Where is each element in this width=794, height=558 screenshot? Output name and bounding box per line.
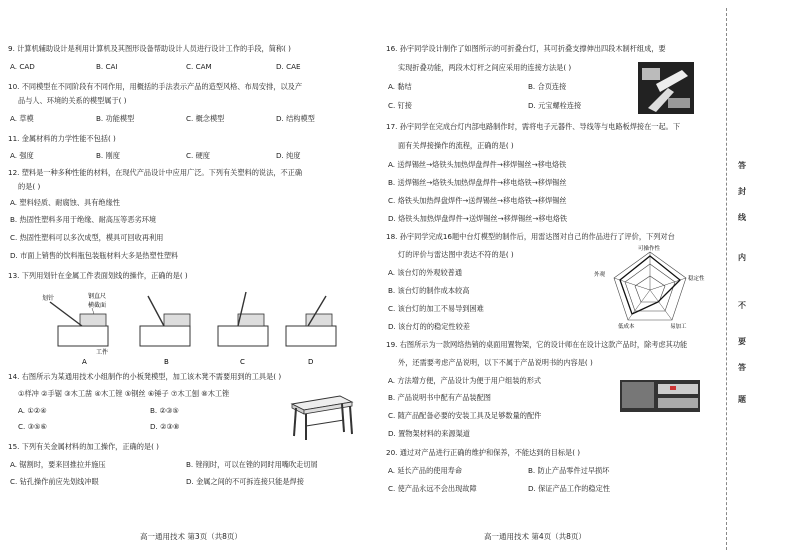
q13-stem: 13. 下列用划针在金属工件表面划线的操作，正确的是( ) xyxy=(8,271,188,280)
q13-figure-d xyxy=(286,296,336,346)
q16-option-d: D. 元宝螺栓连接 xyxy=(528,101,582,110)
q20-option-c: C. 使产品永远不会出现故障 xyxy=(388,484,477,493)
q13-figure-a xyxy=(42,292,108,356)
q12-option-c: C. 热固性塑料可以多次成型，模具可回收再利用 xyxy=(10,233,164,242)
q9-option-d: D. CAE xyxy=(276,62,301,71)
binding-char-4: 内 xyxy=(738,253,746,262)
q18-stem-line2: 灯的评价与雷达图中表达不符的是( ) xyxy=(398,250,514,259)
q16-stem-line1: 16. 孙宇同学设计制作了如图所示的可折叠台灯，其可折叠支撑伸出四段木制杆组成，要 xyxy=(386,44,666,53)
binding-dashed-line xyxy=(726,8,727,550)
q18-option-b: B. 该台灯的制作成本较高 xyxy=(388,286,470,295)
right-page-footer: 高一通用技术 第4页（共8页） xyxy=(484,532,586,541)
q15-option-b: B. 锉削时，可以在锉的同时用嘴吹走切屑 xyxy=(186,460,318,469)
q10-option-b: B. 功能模型 xyxy=(96,114,135,123)
q15-option-d: D. 金属之间的不可拆连接只能是焊接 xyxy=(186,477,304,486)
q19-option-a: A. 方法增方便，产品设计为便于用户组装的形式 xyxy=(388,376,542,385)
q16-option-c: C. 钉接 xyxy=(388,101,412,110)
radar-label-low-cost: 低成本 xyxy=(618,324,635,330)
q20-option-d: D. 保证产品工作的稳定性 xyxy=(528,484,610,493)
binding-char-7: 答 xyxy=(738,363,746,372)
q11-stem: 11. 金属材料的力学性能不包括( ) xyxy=(8,134,116,143)
q15-option-a: A. 锯割时，要来回推拉并施压 xyxy=(10,460,106,469)
q12-stem-line1: 12. 塑料是一种多种性能的材料，在现代产品设计中应用广泛。下列有关塑料的说法，不正确 xyxy=(8,168,303,177)
q17-option-c: C. 烙铁头加热焊盘焊件→送焊锡丝→移电烙铁→移焊锡丝 xyxy=(388,196,567,205)
q18-option-a: A. 该台灯的外观较普通 xyxy=(388,268,463,277)
binding-strip xyxy=(718,0,794,558)
q19-option-c: C. 随产品配备必要的安装工具及足够数量的配件 xyxy=(388,411,542,420)
q17-stem-line1: 17. 孙宇同学在完成台灯内部电路制作时，需将电子元器件、导线等与电路板焊接在一起。下 xyxy=(386,122,681,131)
q9-option-b: B. CAI xyxy=(96,62,118,71)
q9-option-a: A. CAD xyxy=(10,62,35,71)
q12-option-b: B. 热固性塑料多用于绝缘、耐高压等恶劣环境 xyxy=(10,215,157,224)
q13-label-section: 横截面 xyxy=(88,302,107,309)
q13-choice-d: D xyxy=(308,358,314,366)
q16-lamp-photo xyxy=(638,62,694,114)
q13-choice-b: B xyxy=(164,358,169,366)
q20-stem: 20. 通过对产品进行正确的维护和保养，不能达到的目标是( ) xyxy=(386,448,581,457)
left-page-footer: 高一通用技术 第3页（共8页） xyxy=(140,532,242,541)
q16-option-b: B. 合页连接 xyxy=(528,82,567,91)
q14-option-a: A. ①②④ xyxy=(18,406,47,415)
radar-label-easy-processing: 易加工 xyxy=(670,324,687,330)
left-page xyxy=(0,0,380,558)
q15-option-c: C. 钻孔操作前应先划线冲眼 xyxy=(10,477,99,486)
q11-option-b: B. 刚度 xyxy=(96,151,120,160)
q13-label-ruler: 钢直尺 xyxy=(88,293,107,300)
q11-option-d: D. 纯度 xyxy=(276,151,301,160)
binding-char-3: 线 xyxy=(738,213,746,222)
radar-label-stability: 稳定性 xyxy=(688,276,705,282)
q13-choice-a: A xyxy=(82,358,87,366)
q10-option-d: D. 结构模型 xyxy=(276,114,315,123)
q13-figure xyxy=(40,288,340,368)
q10-option-a: A. 草模 xyxy=(10,114,34,123)
q19-stem-line1: 19. 右图所示为一款网络热销的桌面用置物架，它的设计师在在设计这款产品时，除考虑其功能 xyxy=(386,340,688,349)
q18-radar-chart xyxy=(590,244,710,330)
q9-stem: 9. 计算机辅助设计是利用计算机及其图形设备帮助设计人员进行设计工作的手段，简称( ) xyxy=(8,44,291,53)
q20-option-a: A. 延长产品的使用寿命 xyxy=(388,466,463,475)
q18-option-c: C. 该台灯的加工不易导到困难 xyxy=(388,304,484,313)
q13-label-workpiece: 工件 xyxy=(96,349,109,356)
q12-stem-line2: 的是( ) xyxy=(18,182,41,191)
q17-option-b: B. 送焊锡丝→烙铁头加热焊盘焊件→移电烙铁→移焊锡丝 xyxy=(388,178,567,187)
binding-char-1: 答 xyxy=(738,161,746,170)
q16-stem-line2: 实现折叠功能，两段木灯杆之间应采用的连接方法是( ) xyxy=(398,63,572,72)
q10-stem-line2: 品与人、环境的关系的模型属于( ) xyxy=(18,96,127,105)
q11-option-c: C. 硬度 xyxy=(186,151,210,160)
q14-stem-line1: 14. 右图所示为某通用技术小组制作的小板凳模型，加工该木凳不需要用到的工具是( ) xyxy=(8,372,282,381)
q14-option-b: B. ②③⑤ xyxy=(150,406,179,415)
q16-option-a: A. 黏结 xyxy=(388,82,412,91)
q13-label-needle: 划针 xyxy=(42,295,55,302)
q17-stem-line2: 面有关焊接操作的流程，正确的是( ) xyxy=(398,141,514,150)
q19-stem-line2: 外，还需要考虑产品说明，以下不属于产品说明书的内容是( ) xyxy=(398,358,593,367)
q18-stem-line1: 18. 孙宇同学完成16题中台灯模型的制作后，用雷达图对自己的作品进行了评价，下列对台 xyxy=(386,232,675,241)
q14-option-d: D. ②③⑧ xyxy=(150,422,180,431)
binding-char-2: 封 xyxy=(738,187,746,196)
q10-stem-line1: 10. 不同模型在不同阶段有不同作用，用概括的手法表示产品的造型风格、布局安排，以及产 xyxy=(8,82,303,91)
q9-option-c: C. CAM xyxy=(186,62,212,71)
right-page xyxy=(380,0,720,558)
radar-label-appearance: 外观 xyxy=(594,272,606,278)
q11-option-a: A. 强度 xyxy=(10,151,34,160)
binding-char-5: 不 xyxy=(738,301,746,310)
q14-stool-figure xyxy=(284,392,356,442)
q19-shelf-photo xyxy=(620,380,700,412)
q19-option-b: B. 产品说明书中配有产品装配图 xyxy=(388,393,491,402)
q17-option-d: D. 烙铁头加热焊盘焊件→送焊锡丝→移焊锡丝→移电烙铁 xyxy=(388,214,568,223)
q14-tools: ①样冲 ②手锯 ③木工凿 ④木工锉 ⑤钢丝 ⑥锤子 ⑦木工刨 ⑧木工锉 xyxy=(18,389,230,398)
q13-figure-b xyxy=(140,296,190,346)
q13-figure-c xyxy=(218,292,268,346)
q19-option-d: D. 置物架材料的来源渠道 xyxy=(388,429,470,438)
q12-option-a: A. 塑料轻质、耐腐蚀、具有绝缘性 xyxy=(10,198,120,207)
q20-option-b: B. 防止产品零件过早损坏 xyxy=(528,466,610,475)
q14-option-c: C. ③⑤⑥ xyxy=(18,422,47,431)
q15-stem: 15. 下列有关金属材料的加工操作，正确的是( ) xyxy=(8,442,159,451)
radar-label-operability: 可操作性 xyxy=(638,246,661,252)
binding-char-8: 题 xyxy=(738,395,746,404)
q10-option-c: C. 概念模型 xyxy=(186,114,225,123)
q17-option-a: A. 送焊锡丝→烙铁头加热焊盘焊件→移焊锡丝→移电烙铁 xyxy=(388,160,567,169)
binding-char-6: 要 xyxy=(738,337,746,346)
q13-choice-c: C xyxy=(240,358,245,366)
q12-option-d: D. 市面上销售的饮料瓶包装瓶材料大多是热塑性塑料 xyxy=(10,251,179,260)
q18-option-d: D. 该台灯的的稳定性较差 xyxy=(388,322,470,331)
